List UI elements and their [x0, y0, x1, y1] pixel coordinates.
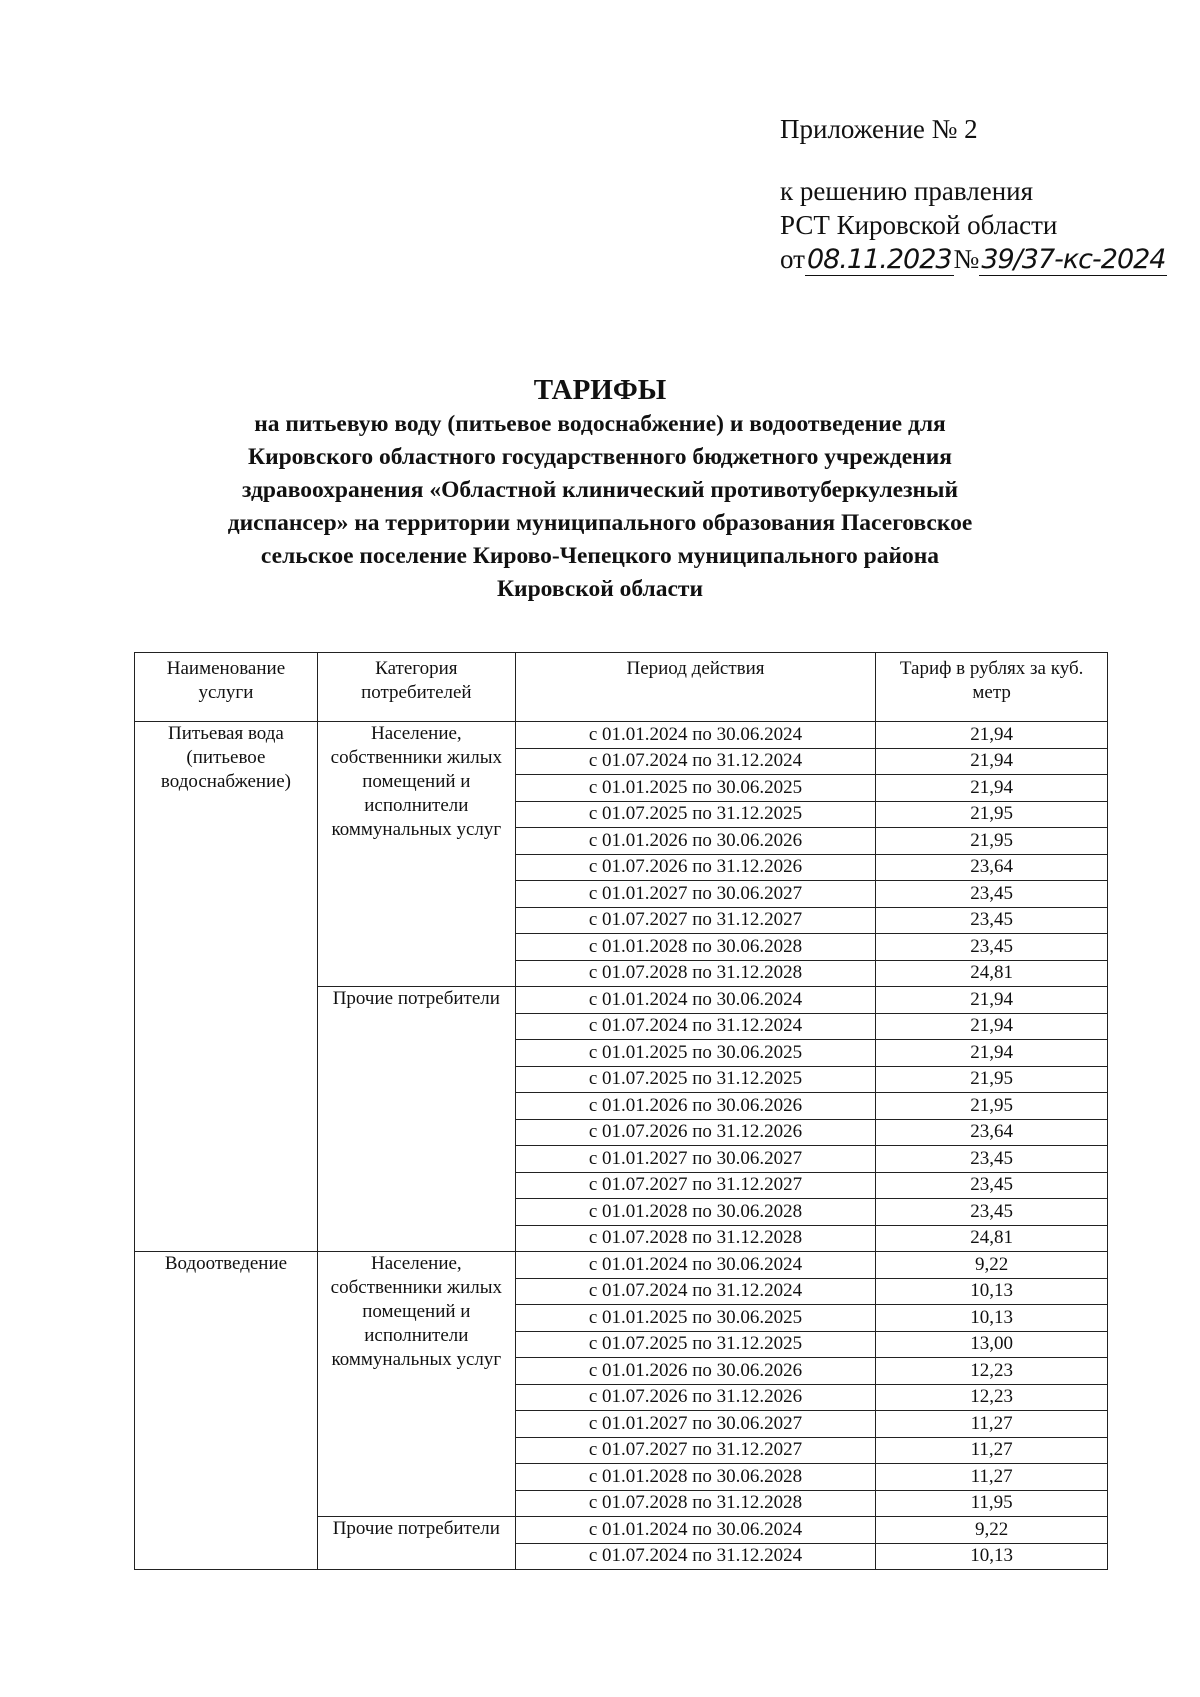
tariffs-table-body	[135, 722, 1108, 1570]
service-name-cell: Питьевая вода (питьевое водоснабжение)	[135, 722, 318, 1252]
category-cell: Прочие потребители	[317, 1517, 515, 1570]
tariff-cell: 21,95	[876, 801, 1108, 828]
period-cell: с 01.01.2024 по 30.06.2024	[515, 1252, 876, 1279]
period-cell: с 01.07.2028 по 31.12.2028	[515, 1225, 876, 1252]
appendix-date-line	[780, 242, 1167, 277]
period-cell: с 01.07.2026 по 31.12.2026	[515, 1119, 876, 1146]
document-subtitle	[140, 408, 1060, 606]
appendix-title: Приложение № 2	[780, 114, 978, 144]
period-cell: с 01.07.2024 по 31.12.2024	[515, 1278, 876, 1305]
service-name-cell: Водоотведение	[135, 1252, 318, 1570]
tariff-cell: 10,13	[876, 1278, 1108, 1305]
tariff-cell: 23,64	[876, 854, 1108, 881]
tariff-cell: 23,45	[876, 1172, 1108, 1199]
period-cell: с 01.07.2025 по 31.12.2025	[515, 801, 876, 828]
tariff-cell: 24,81	[876, 1225, 1108, 1252]
tariffs-table	[134, 652, 1108, 1570]
tariff-cell: 23,45	[876, 907, 1108, 934]
tariff-cell: 11,95	[876, 1490, 1108, 1517]
subtitle-line: Кировской области	[497, 576, 703, 602]
tariff-cell: 24,81	[876, 960, 1108, 987]
header-period: Период действия	[515, 653, 876, 722]
tariff-cell: 23,45	[876, 881, 1108, 908]
period-cell: с 01.01.2024 по 30.06.2024	[515, 722, 876, 749]
period-cell: с 01.07.2027 по 31.12.2027	[515, 1437, 876, 1464]
period-cell: с 01.01.2028 по 30.06.2028	[515, 934, 876, 961]
tariff-cell: 21,95	[876, 1093, 1108, 1120]
period-cell: с 01.07.2028 по 31.12.2028	[515, 1490, 876, 1517]
date-prefix: от	[780, 244, 805, 274]
tariff-cell: 23,45	[876, 934, 1108, 961]
appendix-agency: РСТ Кировской области	[780, 210, 1058, 240]
tariff-cell: 21,94	[876, 775, 1108, 802]
period-cell: с 01.01.2024 по 30.06.2024	[515, 1517, 876, 1544]
period-cell: с 01.07.2028 по 31.12.2028	[515, 960, 876, 987]
handwritten-date: 08.11.2023	[806, 244, 952, 275]
header-category: Категория потребителей	[317, 653, 515, 722]
tariff-cell: 21,94	[876, 1013, 1108, 1040]
period-cell: с 01.01.2024 по 30.06.2024	[515, 987, 876, 1014]
header-tariff: Тариф в рублях за куб. метр	[876, 653, 1108, 722]
subtitle-line: диспансер» на территории муниципального образования Пасеговское	[227, 510, 973, 536]
document-title: ТАРИФЫ	[533, 374, 667, 406]
period-cell: с 01.07.2026 по 31.12.2026	[515, 854, 876, 881]
category-cell: Прочие потребители	[317, 987, 515, 1252]
tariff-cell: 10,13	[876, 1305, 1108, 1332]
period-cell: с 01.01.2025 по 30.06.2025	[515, 1305, 876, 1332]
period-cell: с 01.01.2028 по 30.06.2028	[515, 1464, 876, 1491]
tariff-cell: 21,95	[876, 828, 1108, 855]
subtitle-line: Кировского областного государственного бюджетного учреждения	[248, 444, 952, 470]
subtitle-line: сельское поселение Кирово-Чепецкого муниципального района	[260, 543, 940, 569]
period-cell: с 01.07.2024 по 31.12.2024	[515, 1013, 876, 1040]
handwritten-number: 39/37-кс-2024	[981, 244, 1166, 275]
period-cell: с 01.01.2027 по 30.06.2027	[515, 1411, 876, 1438]
tariff-cell: 12,23	[876, 1384, 1108, 1411]
tariff-cell: 13,00	[876, 1331, 1108, 1358]
number-prefix: №	[953, 244, 980, 274]
tariff-cell: 21,95	[876, 1066, 1108, 1093]
tariff-cell: 23,45	[876, 1146, 1108, 1173]
period-cell: с 01.07.2024 по 31.12.2024	[515, 748, 876, 775]
period-cell: с 01.01.2026 по 30.06.2026	[515, 828, 876, 855]
tariff-cell: 21,94	[876, 748, 1108, 775]
period-cell: с 01.07.2024 по 31.12.2024	[515, 1543, 876, 1570]
period-cell: с 01.01.2026 по 30.06.2026	[515, 1358, 876, 1385]
tariff-cell: 21,94	[876, 722, 1108, 749]
appendix-decision-ref: к решению правления	[780, 176, 1034, 206]
subtitle-line: здравоохранения «Областной клинический противотуберкулезный	[241, 477, 958, 503]
header-service: Наименование услуги	[135, 653, 318, 722]
period-cell: с 01.07.2025 по 31.12.2025	[515, 1066, 876, 1093]
period-cell: с 01.01.2025 по 30.06.2025	[515, 1040, 876, 1067]
table-row	[135, 722, 1108, 749]
period-cell: с 01.07.2027 по 31.12.2027	[515, 907, 876, 934]
tariff-cell: 9,22	[876, 1252, 1108, 1279]
tariff-cell: 9,22	[876, 1517, 1108, 1544]
period-cell: с 01.01.2028 по 30.06.2028	[515, 1199, 876, 1226]
document-title-block	[140, 372, 1060, 606]
period-cell: с 01.07.2025 по 31.12.2025	[515, 1331, 876, 1358]
tariff-cell: 11,27	[876, 1411, 1108, 1438]
tariff-cell: 11,27	[876, 1464, 1108, 1491]
table-header-row	[135, 653, 1108, 722]
tariff-cell: 23,64	[876, 1119, 1108, 1146]
period-cell: с 01.01.2026 по 30.06.2026	[515, 1093, 876, 1120]
period-cell: с 01.07.2026 по 31.12.2026	[515, 1384, 876, 1411]
category-cell: Население, собственники жилых помещений и исполнители коммунальных услуг	[317, 1252, 515, 1517]
subtitle-line: на питьевую воду (питьевое водоснабжение) и водоотведение для	[254, 411, 946, 437]
tariff-cell: 11,27	[876, 1437, 1108, 1464]
table-row	[135, 1252, 1108, 1279]
tariff-cell: 23,45	[876, 1199, 1108, 1226]
tariff-cell: 10,13	[876, 1543, 1108, 1570]
period-cell: с 01.01.2025 по 30.06.2025	[515, 775, 876, 802]
period-cell: с 01.01.2027 по 30.06.2027	[515, 881, 876, 908]
period-cell: с 01.07.2027 по 31.12.2027	[515, 1172, 876, 1199]
appendix-block	[780, 112, 1167, 277]
tariff-cell: 21,94	[876, 987, 1108, 1014]
tariff-cell: 21,94	[876, 1040, 1108, 1067]
period-cell: с 01.01.2027 по 30.06.2027	[515, 1146, 876, 1173]
tariff-cell: 12,23	[876, 1358, 1108, 1385]
category-cell: Население, собственники жилых помещений и исполнители коммунальных услуг	[317, 722, 515, 987]
